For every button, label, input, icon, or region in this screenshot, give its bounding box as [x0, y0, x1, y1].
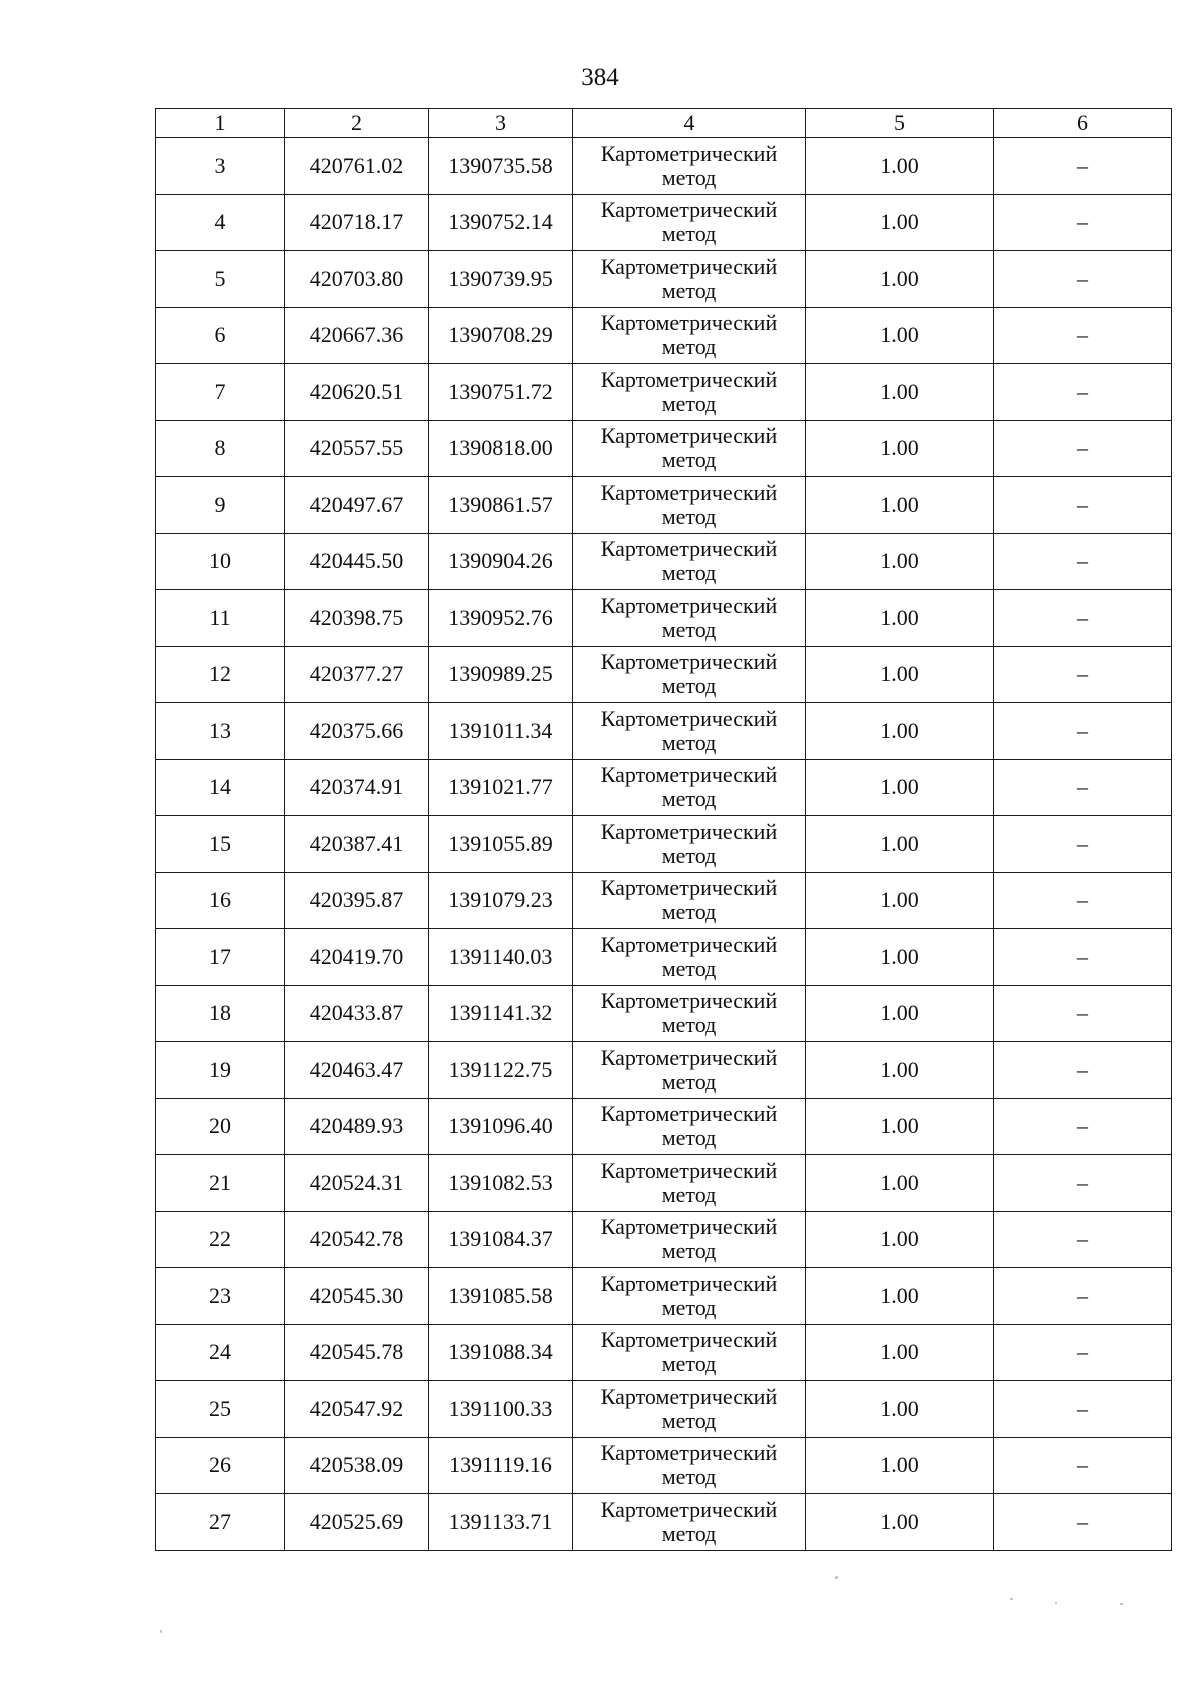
cell-method — [573, 1211, 806, 1268]
cell-method — [573, 1324, 806, 1381]
method-line-1: Картометрический — [600, 1214, 778, 1240]
method-line-2: метод — [661, 1068, 717, 1094]
cell-note: – — [994, 420, 1172, 477]
cell-point-number: 17 — [156, 929, 285, 986]
cell-method — [573, 420, 806, 477]
cell-note: – — [994, 646, 1172, 703]
cell-note: – — [994, 1042, 1172, 1099]
table-row — [156, 1268, 1172, 1325]
cell-y-coordinate: 1390708.29 — [429, 307, 573, 364]
table-body — [156, 138, 1172, 1551]
method-line-1: Картометрический — [600, 649, 778, 675]
cell-accuracy: 1.00 — [806, 420, 994, 477]
table-row — [156, 1381, 1172, 1438]
method-line-2: метод — [661, 899, 717, 925]
cell-accuracy: 1.00 — [806, 1494, 994, 1551]
table-row — [156, 759, 1172, 816]
cell-x-coordinate: 420620.51 — [285, 364, 429, 421]
cell-note: – — [994, 1098, 1172, 1155]
scan-speck — [1055, 1602, 1057, 1604]
cell-x-coordinate: 420525.69 — [285, 1494, 429, 1551]
cell-accuracy: 1.00 — [806, 1042, 994, 1099]
cell-x-coordinate: 420497.67 — [285, 477, 429, 534]
method-line-2: метод — [661, 955, 717, 981]
cell-x-coordinate: 420703.80 — [285, 251, 429, 308]
cell-point-number: 13 — [156, 703, 285, 760]
method-line-2: метод — [661, 729, 717, 755]
cell-method — [573, 1381, 806, 1438]
table-row — [156, 1494, 1172, 1551]
cell-note: – — [994, 816, 1172, 873]
cell-method — [573, 816, 806, 873]
cell-x-coordinate: 420395.87 — [285, 872, 429, 929]
cell-x-coordinate: 420545.30 — [285, 1268, 429, 1325]
column-header-5: 5 — [806, 109, 994, 138]
cell-note: – — [994, 985, 1172, 1042]
table-row — [156, 251, 1172, 308]
cell-method — [573, 307, 806, 364]
cell-x-coordinate: 420667.36 — [285, 307, 429, 364]
cell-point-number: 20 — [156, 1098, 285, 1155]
cell-accuracy: 1.00 — [806, 703, 994, 760]
table-row — [156, 533, 1172, 590]
cell-note: – — [994, 194, 1172, 251]
cell-method — [573, 759, 806, 816]
cell-method — [573, 1042, 806, 1099]
method-line-1: Картометрический — [600, 140, 778, 166]
method-line-2: метод — [661, 1520, 717, 1546]
cell-y-coordinate: 1391011.34 — [429, 703, 573, 760]
cell-accuracy: 1.00 — [806, 1155, 994, 1212]
cell-method — [573, 1494, 806, 1551]
cell-x-coordinate: 420377.27 — [285, 646, 429, 703]
method-line-2: метод — [661, 1351, 717, 1377]
cell-accuracy: 1.00 — [806, 929, 994, 986]
cell-accuracy: 1.00 — [806, 533, 994, 590]
cell-point-number: 15 — [156, 816, 285, 873]
cell-note: – — [994, 533, 1172, 590]
cell-method — [573, 646, 806, 703]
method-line-1: Картометрический — [600, 197, 778, 223]
cell-point-number: 16 — [156, 872, 285, 929]
cell-method — [573, 251, 806, 308]
method-line-2: метод — [661, 221, 717, 247]
cell-note: – — [994, 477, 1172, 534]
cell-x-coordinate: 420545.78 — [285, 1324, 429, 1381]
table-row — [156, 1437, 1172, 1494]
method-line-1: Картометрический — [600, 366, 778, 392]
cell-point-number: 7 — [156, 364, 285, 421]
cell-y-coordinate: 1391100.33 — [429, 1381, 573, 1438]
cell-point-number: 10 — [156, 533, 285, 590]
cell-accuracy: 1.00 — [806, 194, 994, 251]
method-line-2: метод — [661, 334, 717, 360]
cell-y-coordinate: 1391082.53 — [429, 1155, 573, 1212]
method-line-2: метод — [661, 1464, 717, 1490]
method-line-1: Картометрический — [600, 705, 778, 731]
cell-x-coordinate: 420463.47 — [285, 1042, 429, 1099]
method-line-1: Картометрический — [600, 1270, 778, 1296]
table-row — [156, 590, 1172, 647]
cell-method — [573, 364, 806, 421]
cell-note: – — [994, 307, 1172, 364]
method-line-1: Картометрический — [600, 479, 778, 505]
method-line-2: метод — [661, 673, 717, 699]
cell-x-coordinate: 420489.93 — [285, 1098, 429, 1155]
method-line-2: метод — [661, 1125, 717, 1151]
cell-point-number: 24 — [156, 1324, 285, 1381]
cell-point-number: 21 — [156, 1155, 285, 1212]
cell-point-number: 8 — [156, 420, 285, 477]
cell-method — [573, 985, 806, 1042]
method-line-2: метод — [661, 447, 717, 473]
table-row — [156, 307, 1172, 364]
cell-x-coordinate: 420375.66 — [285, 703, 429, 760]
cell-y-coordinate: 1391084.37 — [429, 1211, 573, 1268]
cell-note: – — [994, 1324, 1172, 1381]
cell-method — [573, 1098, 806, 1155]
cell-y-coordinate: 1391140.03 — [429, 929, 573, 986]
cell-y-coordinate: 1390861.57 — [429, 477, 573, 534]
table-row — [156, 985, 1172, 1042]
cell-accuracy: 1.00 — [806, 759, 994, 816]
cell-x-coordinate: 420547.92 — [285, 1381, 429, 1438]
scan-speck — [1120, 1603, 1123, 1605]
table-row — [156, 929, 1172, 986]
cell-point-number: 25 — [156, 1381, 285, 1438]
cell-y-coordinate: 1390739.95 — [429, 251, 573, 308]
cell-point-number: 4 — [156, 194, 285, 251]
cell-x-coordinate: 420374.91 — [285, 759, 429, 816]
cell-note: – — [994, 1211, 1172, 1268]
cell-point-number: 27 — [156, 1494, 285, 1551]
table-row — [156, 364, 1172, 421]
table-row — [156, 1042, 1172, 1099]
cell-accuracy: 1.00 — [806, 872, 994, 929]
cell-point-number: 3 — [156, 138, 285, 195]
cell-point-number: 23 — [156, 1268, 285, 1325]
table-row — [156, 1211, 1172, 1268]
coordinates-table — [155, 108, 1172, 1551]
cell-accuracy: 1.00 — [806, 1381, 994, 1438]
method-line-1: Картометрический — [600, 1044, 778, 1070]
cell-note: – — [994, 1268, 1172, 1325]
cell-note: – — [994, 364, 1172, 421]
cell-y-coordinate: 1390751.72 — [429, 364, 573, 421]
cell-point-number: 26 — [156, 1437, 285, 1494]
cell-method — [573, 1268, 806, 1325]
cell-point-number: 22 — [156, 1211, 285, 1268]
cell-method — [573, 929, 806, 986]
method-line-1: Картометрический — [600, 762, 778, 788]
cell-y-coordinate: 1390904.26 — [429, 533, 573, 590]
cell-point-number: 14 — [156, 759, 285, 816]
column-header-2: 2 — [285, 109, 429, 138]
cell-point-number: 9 — [156, 477, 285, 534]
table-row — [156, 816, 1172, 873]
scan-speck — [160, 1630, 162, 1633]
table-row — [156, 872, 1172, 929]
method-line-1: Картометрический — [600, 1157, 778, 1183]
cell-note: – — [994, 590, 1172, 647]
cell-method — [573, 590, 806, 647]
method-line-2: метод — [661, 277, 717, 303]
cell-note: – — [994, 1437, 1172, 1494]
column-header-4: 4 — [573, 109, 806, 138]
cell-y-coordinate: 1391021.77 — [429, 759, 573, 816]
cell-point-number: 5 — [156, 251, 285, 308]
cell-accuracy: 1.00 — [806, 1324, 994, 1381]
column-header-6: 6 — [994, 109, 1172, 138]
cell-note: – — [994, 1381, 1172, 1438]
cell-y-coordinate: 1391141.32 — [429, 985, 573, 1042]
method-line-2: метод — [661, 1238, 717, 1264]
cell-x-coordinate: 420542.78 — [285, 1211, 429, 1268]
method-line-2: метод — [661, 1407, 717, 1433]
cell-method — [573, 194, 806, 251]
cell-y-coordinate: 1390989.25 — [429, 646, 573, 703]
cell-y-coordinate: 1390752.14 — [429, 194, 573, 251]
cell-note: – — [994, 929, 1172, 986]
cell-y-coordinate: 1390735.58 — [429, 138, 573, 195]
cell-accuracy: 1.00 — [806, 364, 994, 421]
scan-speck — [1010, 1598, 1013, 1600]
method-line-1: Картометрический — [600, 1383, 778, 1409]
cell-note: – — [994, 251, 1172, 308]
cell-method — [573, 477, 806, 534]
cell-y-coordinate: 1391133.71 — [429, 1494, 573, 1551]
cell-point-number: 12 — [156, 646, 285, 703]
cell-note: – — [994, 138, 1172, 195]
cell-y-coordinate: 1391119.16 — [429, 1437, 573, 1494]
cell-note: – — [994, 703, 1172, 760]
cell-note: – — [994, 1155, 1172, 1212]
method-line-1: Картометрический — [600, 536, 778, 562]
table-row — [156, 420, 1172, 477]
cell-point-number: 11 — [156, 590, 285, 647]
cell-x-coordinate: 420419.70 — [285, 929, 429, 986]
cell-y-coordinate: 1391055.89 — [429, 816, 573, 873]
cell-y-coordinate: 1391096.40 — [429, 1098, 573, 1155]
cell-x-coordinate: 420398.75 — [285, 590, 429, 647]
method-line-2: метод — [661, 1181, 717, 1207]
page-number: 384 — [581, 64, 619, 91]
cell-accuracy: 1.00 — [806, 138, 994, 195]
table-row — [156, 194, 1172, 251]
method-line-1: Картометрический — [600, 423, 778, 449]
method-line-2: метод — [661, 1012, 717, 1038]
cell-accuracy: 1.00 — [806, 985, 994, 1042]
method-line-1: Картометрический — [600, 1327, 778, 1353]
table-row — [156, 138, 1172, 195]
cell-x-coordinate: 420433.87 — [285, 985, 429, 1042]
method-line-2: метод — [661, 842, 717, 868]
method-line-1: Картометрический — [600, 253, 778, 279]
cell-note: – — [994, 872, 1172, 929]
cell-method — [573, 138, 806, 195]
cell-method — [573, 1155, 806, 1212]
cell-x-coordinate: 420387.41 — [285, 816, 429, 873]
cell-x-coordinate: 420718.17 — [285, 194, 429, 251]
cell-accuracy: 1.00 — [806, 477, 994, 534]
cell-x-coordinate: 420538.09 — [285, 1437, 429, 1494]
method-line-2: метод — [661, 503, 717, 529]
cell-accuracy: 1.00 — [806, 816, 994, 873]
cell-note: – — [994, 759, 1172, 816]
method-line-1: Картометрический — [600, 1496, 778, 1522]
cell-y-coordinate: 1390952.76 — [429, 590, 573, 647]
cell-method — [573, 1437, 806, 1494]
table-row — [156, 1324, 1172, 1381]
table-header-row — [156, 109, 1172, 138]
cell-accuracy: 1.00 — [806, 590, 994, 647]
cell-method — [573, 703, 806, 760]
method-line-1: Картометрический — [600, 931, 778, 957]
table-row — [156, 1155, 1172, 1212]
scan-speck — [835, 1576, 838, 1579]
cell-y-coordinate: 1391079.23 — [429, 872, 573, 929]
method-line-1: Картометрический — [600, 988, 778, 1014]
cell-y-coordinate: 1391088.34 — [429, 1324, 573, 1381]
method-line-2: метод — [661, 786, 717, 812]
cell-y-coordinate: 1391085.58 — [429, 1268, 573, 1325]
cell-point-number: 19 — [156, 1042, 285, 1099]
cell-method — [573, 533, 806, 590]
cell-accuracy: 1.00 — [806, 251, 994, 308]
cell-x-coordinate: 420445.50 — [285, 533, 429, 590]
column-header-1: 1 — [156, 109, 285, 138]
cell-x-coordinate: 420557.55 — [285, 420, 429, 477]
cell-y-coordinate: 1391122.75 — [429, 1042, 573, 1099]
cell-accuracy: 1.00 — [806, 1211, 994, 1268]
method-line-2: метод — [661, 164, 717, 190]
method-line-1: Картометрический — [600, 818, 778, 844]
cell-x-coordinate: 420761.02 — [285, 138, 429, 195]
method-line-1: Картометрический — [600, 1440, 778, 1466]
cell-accuracy: 1.00 — [806, 1268, 994, 1325]
method-line-2: метод — [661, 616, 717, 642]
cell-y-coordinate: 1390818.00 — [429, 420, 573, 477]
method-line-2: метод — [661, 1294, 717, 1320]
cell-method — [573, 872, 806, 929]
cell-note: – — [994, 1494, 1172, 1551]
cell-accuracy: 1.00 — [806, 646, 994, 703]
cell-x-coordinate: 420524.31 — [285, 1155, 429, 1212]
table-row — [156, 646, 1172, 703]
method-line-1: Картометрический — [600, 1101, 778, 1127]
method-line-2: метод — [661, 560, 717, 586]
table-row — [156, 477, 1172, 534]
method-line-2: метод — [661, 390, 717, 416]
cell-point-number: 6 — [156, 307, 285, 364]
cell-point-number: 18 — [156, 985, 285, 1042]
cell-accuracy: 1.00 — [806, 307, 994, 364]
method-line-1: Картометрический — [600, 592, 778, 618]
column-header-3: 3 — [429, 109, 573, 138]
cell-accuracy: 1.00 — [806, 1098, 994, 1155]
table-row — [156, 703, 1172, 760]
method-line-1: Картометрический — [600, 310, 778, 336]
method-line-1: Картометрический — [600, 875, 778, 901]
cell-accuracy: 1.00 — [806, 1437, 994, 1494]
table-row — [156, 1098, 1172, 1155]
